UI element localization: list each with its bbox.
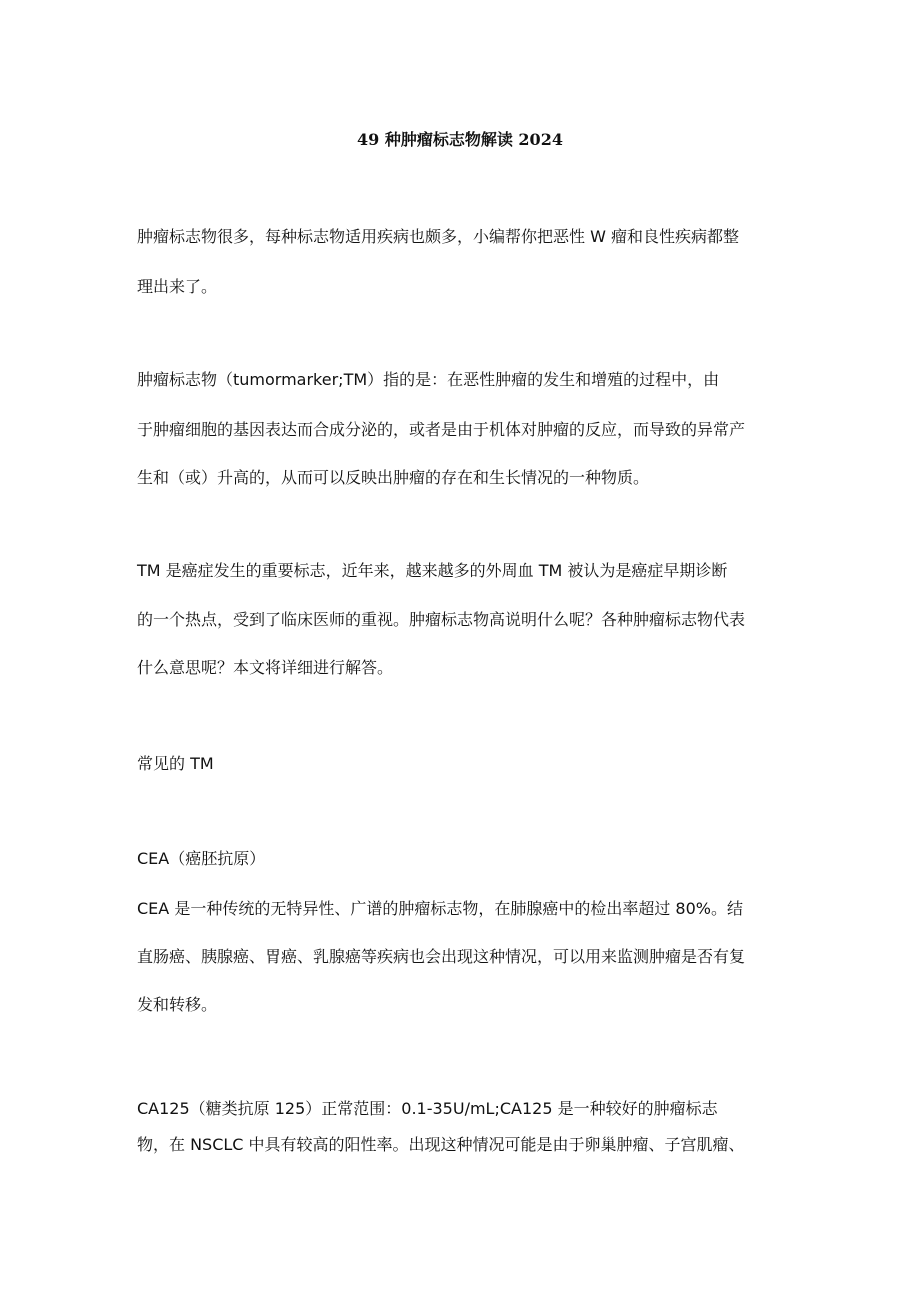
text-line: CA125（糖类抗原 125）正常范围：0.1-35U/mL;CA125 是一种较好的肿瘤标志 <box>137 1099 718 1118</box>
text-line: 物，在 NSCLC 中具有较高的阳性率。出现这种情况可能是由于卵巢肿瘤、子宫肌瘤、 <box>137 1135 745 1154</box>
paragraph-importance <box>137 558 797 681</box>
text-line: TM 是癌症发生的重要标志，近年来，越来越多的外周血 TM 被认为是癌症早期诊断 <box>137 561 728 580</box>
text-line: 于肿瘤细胞的基因表达而合成分泌的，或者是由于机体对肿瘤的反应，而导致的异常产 <box>137 420 746 439</box>
text-line: 肿瘤标志物很多，每种标志物适用疾病也颇多，小编帮你把恶性 W 瘤和良性疾病都整 <box>137 227 739 246</box>
section-heading-common-tm <box>137 751 797 777</box>
section-heading-cea <box>137 846 797 872</box>
text-line: 理出来了。 <box>137 277 218 296</box>
text-line: 的一个热点，受到了临床医师的重视。肿瘤标志物高说明什么呢？各种肿瘤标志物代表 <box>137 610 746 629</box>
paragraph-ca125 <box>137 1096 797 1158</box>
paragraph-intro <box>137 224 797 300</box>
text-line: 生和（或）升高的，从而可以反映出肿瘤的存在和生长情况的一种物质。 <box>137 468 650 487</box>
paragraph-cea <box>137 896 797 1018</box>
text-line: CEA（癌胚抗原） <box>137 849 266 868</box>
paragraph-definition <box>137 367 797 491</box>
text-line: 直肠癌、胰腺癌、胃癌、乳腺癌等疾病也会出现这种情况，可以用来监测肿瘤是否有复 <box>137 947 746 966</box>
document-title: 49 种肿瘤标志物解读 2024 <box>357 130 563 149</box>
text-line: 什么意思呢？本文将详细进行解答。 <box>137 658 394 677</box>
text-line: 肿瘤标志物（tumormarker;TM）指的是：在恶性肿瘤的发生和增殖的过程中，由 <box>137 370 720 389</box>
text-line: 常见的 TM <box>137 754 214 773</box>
text-line: CEA 是一种传统的无特异性、广谱的肿瘤标志物，在肺腺癌中的检出率超过 80%。结 <box>137 899 743 918</box>
text-line: 发和转移。 <box>137 995 218 1014</box>
